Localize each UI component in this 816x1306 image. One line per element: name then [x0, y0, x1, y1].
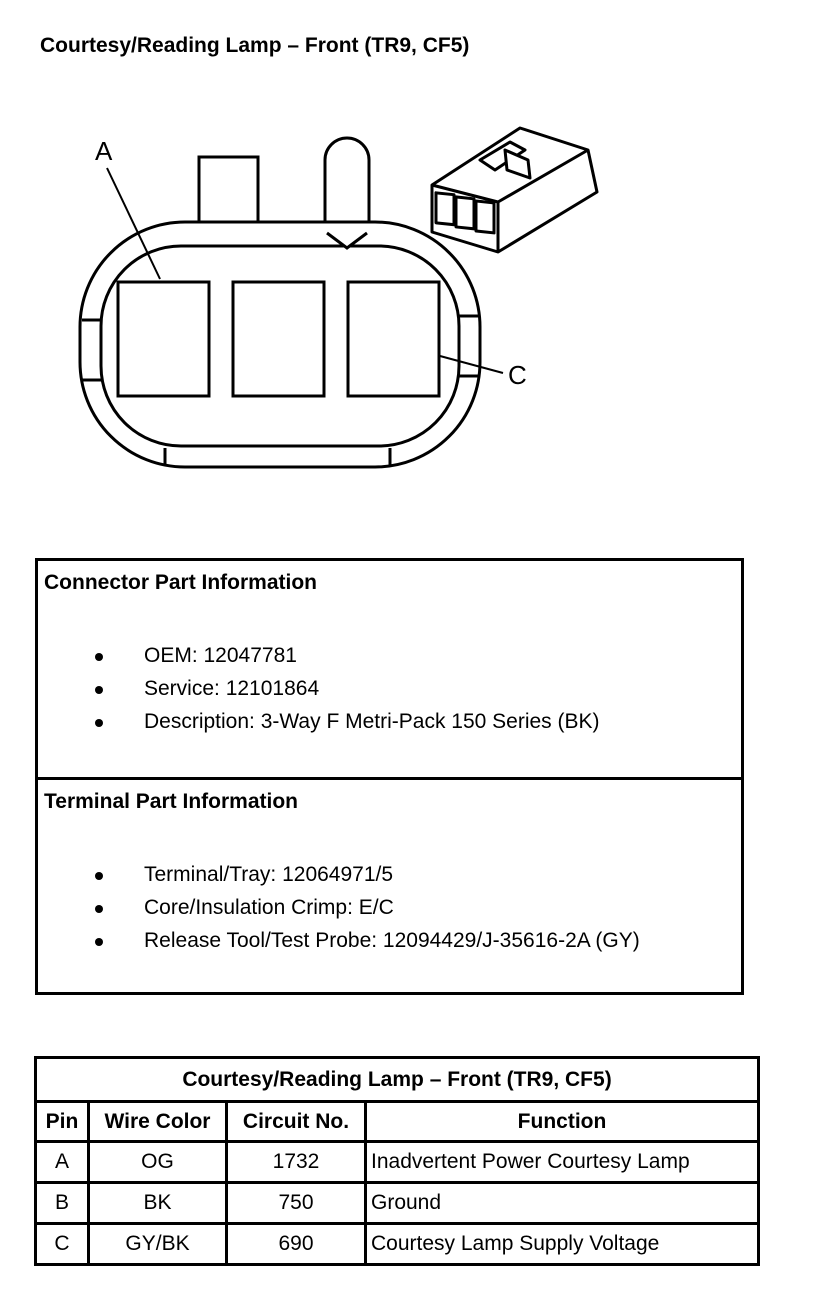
header-pin: Pin — [36, 1102, 89, 1142]
header-wire-color: Wire Color — [89, 1102, 227, 1142]
connector-3d-illustration — [432, 128, 597, 252]
cell-wire-color: GY/BK — [89, 1224, 227, 1265]
bullet-icon — [95, 905, 103, 913]
page-title: Courtesy/Reading Lamp – Front (TR9, CF5) — [40, 34, 470, 57]
bullet-icon — [95, 653, 103, 661]
list-item: Service: 12101864 — [38, 676, 600, 709]
terminal-part-information — [38, 780, 741, 995]
cell-circuit-no: 690 — [227, 1224, 366, 1265]
part-information-box — [35, 558, 744, 995]
cell-pin: A — [36, 1142, 89, 1183]
cell-pin: C — [36, 1224, 89, 1265]
bullet-icon — [95, 686, 103, 694]
terminal-info-list — [38, 862, 640, 961]
cell-circuit-no: 750 — [227, 1183, 366, 1224]
table-caption: Courtesy/Reading Lamp – Front (TR9, CF5) — [36, 1058, 759, 1102]
connector-part-information — [38, 561, 741, 780]
connector-key-tab — [325, 138, 369, 225]
pin-table — [34, 1056, 760, 1266]
table-header-row — [36, 1102, 759, 1142]
terminal-info-heading: Terminal Part Information — [44, 790, 298, 813]
label-c: C — [508, 360, 527, 390]
cell-pin: B — [36, 1183, 89, 1224]
bullet-icon — [95, 938, 103, 946]
cell-function: Ground — [366, 1183, 759, 1224]
list-item: Release Tool/Test Probe: 12094429/J-35616-2A (GY) — [38, 928, 640, 961]
bullet-icon — [95, 719, 103, 727]
header-circuit-no: Circuit No. — [227, 1102, 366, 1142]
list-item: Description: 3-Way F Metri-Pack 150 Series (BK) — [38, 709, 600, 742]
connector-info-list — [38, 643, 600, 742]
cell-circuit-no: 1732 — [227, 1142, 366, 1183]
connector-diagram — [0, 0, 816, 500]
cell-function: Courtesy Lamp Supply Voltage — [366, 1224, 759, 1265]
cell-function: Inadvertent Power Courtesy Lamp — [366, 1142, 759, 1183]
label-a: A — [95, 136, 113, 166]
table-row — [36, 1224, 759, 1265]
list-item: Terminal/Tray: 12064971/5 — [38, 862, 640, 895]
list-item: OEM: 12047781 — [38, 643, 600, 676]
table-row — [36, 1142, 759, 1183]
list-item: Core/Insulation Crimp: E/C — [38, 895, 640, 928]
connector-info-heading: Connector Part Information — [44, 571, 318, 594]
table-row — [36, 1183, 759, 1224]
cell-wire-color: BK — [89, 1183, 227, 1224]
header-function: Function — [366, 1102, 759, 1142]
bullet-icon — [95, 872, 103, 880]
cell-wire-color: OG — [89, 1142, 227, 1183]
